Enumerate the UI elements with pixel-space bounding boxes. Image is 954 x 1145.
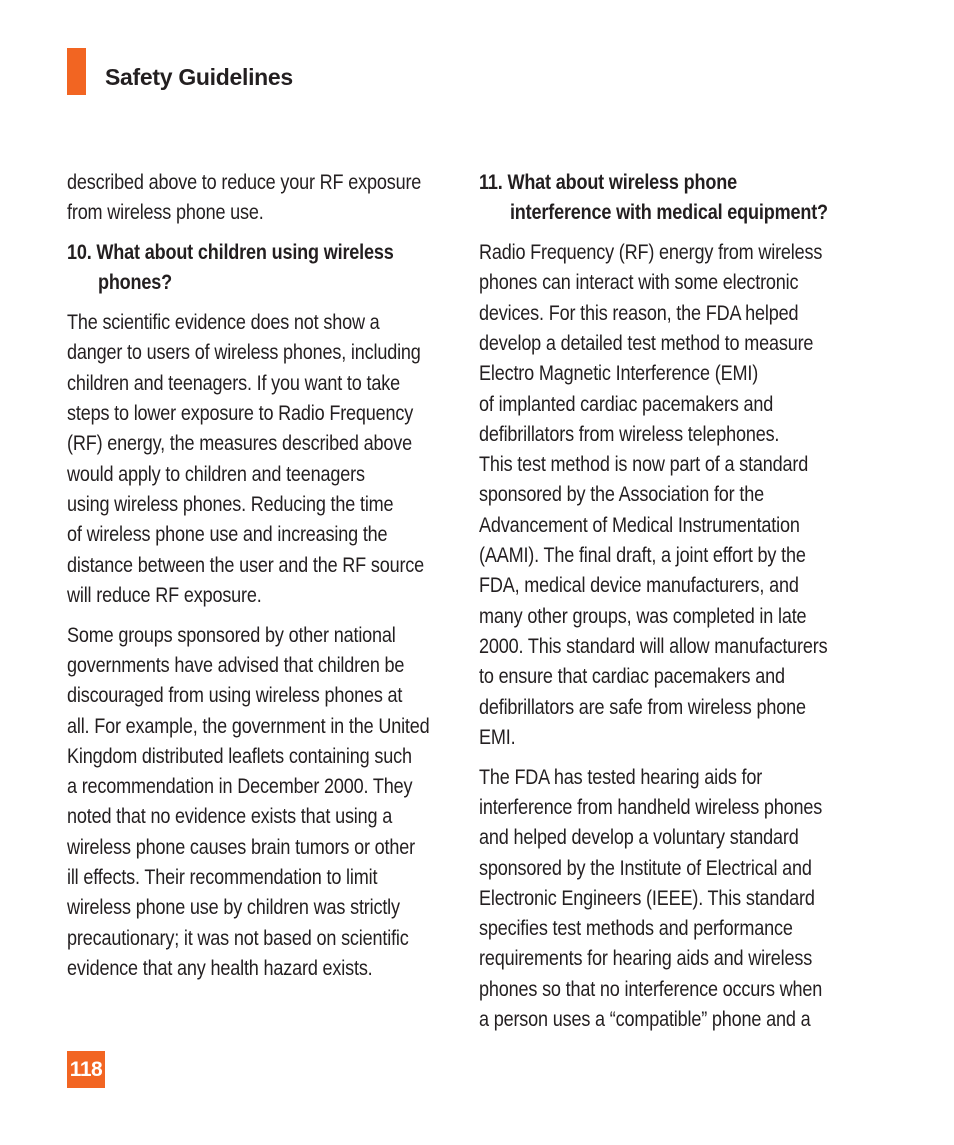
text-line: Electronic Engineers (IEEE). This standard: [479, 886, 815, 910]
text-line: sponsored by the Institute of Electrical and: [479, 856, 812, 880]
text-line: ill effects. Their recommendation to limit: [67, 866, 378, 890]
text-line: wireless phone causes brain tumors or other: [67, 835, 415, 859]
text-line: specifies test methods and performance: [479, 917, 793, 941]
question-10-paragraph-2: [67, 621, 452, 985]
text-line: discouraged from using wireless phones at: [67, 684, 403, 708]
left-column: [67, 168, 452, 994]
text-line: FDA, medical device manufacturers, and: [479, 574, 799, 598]
text-line: would apply to children and teenagers: [67, 462, 365, 486]
question-11-heading: [479, 168, 864, 229]
text-line: steps to lower exposure to Radio Frequency: [67, 402, 414, 426]
text-line: Electro Magnetic Interference (EMI): [479, 362, 759, 386]
heading-line: phones?: [97, 271, 173, 295]
heading-line: 10. What about children using wireless: [67, 241, 394, 265]
text-line: a recommendation in December 2000. They: [67, 775, 413, 799]
text-line: evidence that any health hazard exists.: [67, 956, 373, 980]
text-line: develop a detailed test method to measure: [479, 331, 814, 355]
text-line: devices. For this reason, the FDA helped: [479, 301, 799, 325]
text-line: distance between the user and the RF source: [67, 553, 425, 577]
section-title: Safety Guidelines: [105, 64, 293, 90]
text-line: EMI.: [479, 725, 516, 749]
text-line: Kingdom distributed leaflets containing such: [67, 744, 412, 768]
text-line: requirements for hearing aids and wireless: [479, 947, 813, 971]
text-line: Radio Frequency (RF) energy from wireless: [479, 241, 823, 265]
text-line: and helped develop a voluntary standard: [479, 826, 799, 850]
text-line: wireless phone use by children was strictly: [67, 896, 400, 920]
text-line: The FDA has tested hearing aids for: [479, 765, 763, 789]
text-line: of implanted cardiac pacemakers and: [479, 392, 774, 416]
text-line: from wireless phone use.: [67, 201, 264, 225]
text-line: phones can interact with some electronic: [479, 271, 799, 295]
page-number-badge: 118: [67, 1051, 105, 1088]
text-line: Some groups sponsored by other national: [67, 623, 396, 647]
question-10-heading: [67, 238, 452, 299]
text-line: Advancement of Medical Instrumentation: [479, 513, 800, 537]
question-11-paragraph-1: [479, 238, 864, 753]
text-line: children and teenagers. If you want to take: [67, 371, 400, 395]
text-line: using wireless phones. Reducing the time: [67, 492, 394, 516]
heading-line: 11. What about wireless phone: [479, 171, 737, 194]
text-line: This test method is now part of a standard: [479, 453, 809, 477]
heading-line: interference with medical equipment?: [509, 201, 828, 225]
text-line: noted that no evidence exists that using a: [67, 805, 393, 829]
right-column: [479, 168, 864, 1045]
text-line: interference from handheld wireless phones: [479, 795, 823, 819]
text-line: defibrillators from wireless telephones.: [479, 422, 780, 446]
text-line: sponsored by the Association for the: [479, 483, 764, 507]
question-11-paragraph-2: [479, 763, 864, 1036]
text-line: danger to users of wireless phones, including: [67, 341, 421, 365]
section-accent-bar: [67, 48, 86, 95]
text-line: phones so that no interference occurs when: [479, 977, 823, 1001]
text-line: (AAMI). The final draft, a joint effort by the: [479, 544, 806, 568]
text-line: of wireless phone use and increasing the: [67, 523, 388, 547]
text-line: a person uses a “compatible” phone and a: [479, 1008, 811, 1032]
text-line: to ensure that cardiac pacemakers and: [479, 665, 785, 689]
text-line: 2000. This standard will allow manufacturers: [479, 634, 828, 658]
text-line: The scientific evidence does not show a: [67, 311, 380, 335]
text-line: will reduce RF exposure.: [67, 583, 262, 607]
text-line: described above to reduce your RF exposure: [67, 171, 422, 194]
text-line: all. For example, the government in the United: [67, 714, 430, 738]
text-line: defibrillators are safe from wireless phone: [479, 695, 806, 719]
question-10-paragraph-1: [67, 308, 452, 611]
text-line: governments have advised that children be: [67, 653, 405, 677]
text-line: (RF) energy, the measures described above: [67, 432, 412, 456]
text-line: precautionary; it was not based on scientific: [67, 926, 409, 950]
text-line: many other groups, was completed in late: [479, 604, 807, 628]
intro-paragraph: [67, 168, 452, 229]
